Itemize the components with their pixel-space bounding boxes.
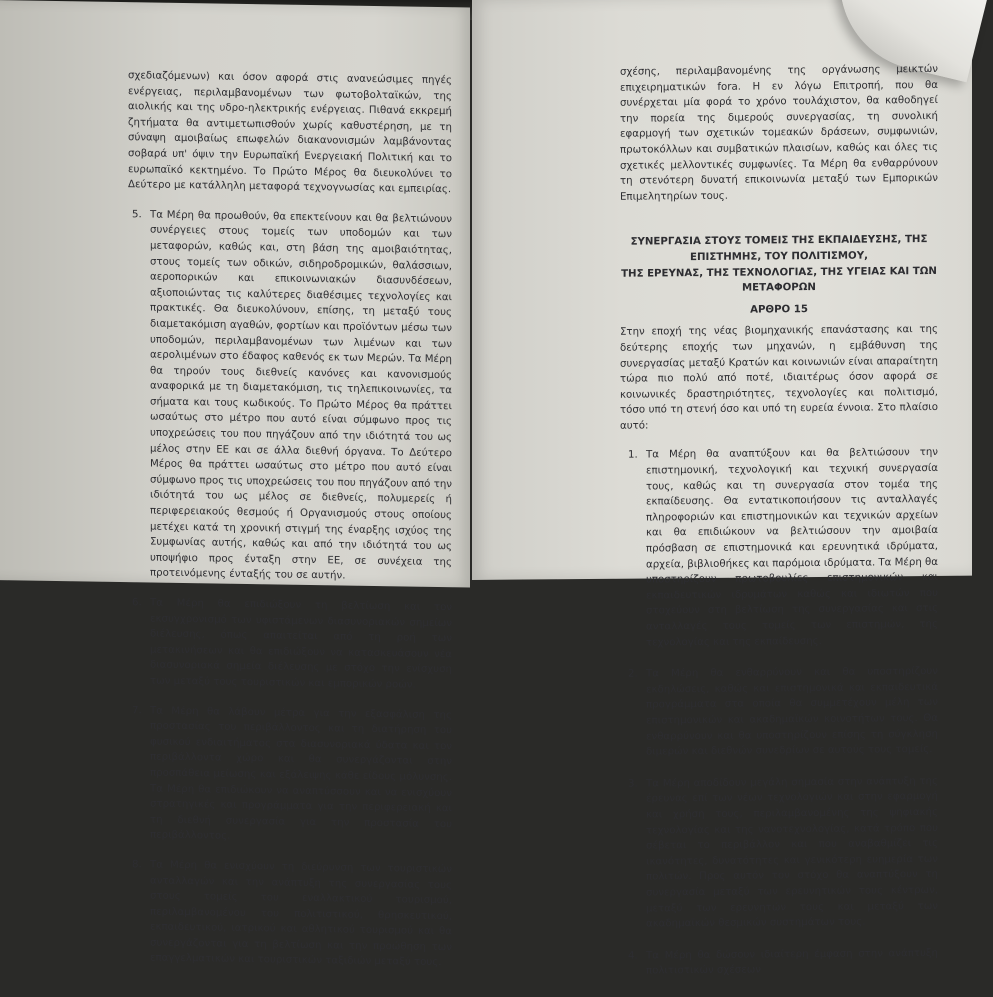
left-list-item-6 [132,595,452,694]
item-number: 3. [628,778,638,790]
item-number: 1. [628,450,638,462]
item-number: 5. [132,208,142,221]
item-number: 7. [132,704,142,716]
left-list-item-5 [132,207,452,586]
section-heading-line-2: ΤΗΣ ΕΡΕΥΝΑΣ, ΤΗΣ ΤΕΧΝΟΛΟΓΙΑΣ, ΤΗΣ ΥΓΕΙΑΣ ΚΑΙ ΤΩΝ ΜΕΤΑΦΟΡΩΝ [621,265,937,294]
item-number: 4. [628,950,638,962]
item-text: Τα Μέρη θα προωθούν, θα επεκτείνουν και θα βελτιώνουν συνέργειες στους τομείς των υποδομών και των μεταφορών, καθώς και, στη βάση της αμοιβαιότητας, στους τομείς των οδικών, σιδηροδρομικών, θαλάσσιων, αεροπορικών και επικοινωνιακών διασυνδέσεων, αξιοποιώντας τις καλύτερες διαθέσιμες τεχνολογίες και πρακτικές. Θα διευκολύνουν, επίσης, τη μεταξύ τους διαμετακόμιση αγαθών, φορτίων και προϊόντων μέσω των υποδομών, περιλαμβανομένων των λιμένων και των αερολιμένων στο έδαφος καθενός εκ των Μερών. Τα Μέρη θα τηρούν τους διεθνείς κανόνες και κανονισμούς αναφορικά με τη διαμετακόμιση, τις τηλεπικοινωνίες, τα σήματα και τους κωδικούς. Το Πρώτο Μέρος θα πράττει ωσαύτως στο μέτρο που αυτό είναι σύμφωνο προς τις υποχρεώσεις του που πηγάζουν από την ιδιότητά του ως μέλος στην ΕΕ και σε άλλα διεθνή όργανα. Το Δεύτερο Μέρος θα πράττει ωσαύτως στο μέτρο που αυτό είναι σύμφωνο προς τις υποχρεώσεις του που πηγάζουν από την ιδιότητά του ως μέλος σε διεθνείς, πολυμερείς ή περιφερειακούς θεσμούς ή Οργανισμούς στους οποίους μετέχει κατά τη χρονική στιγμή της έναρξης ισχύος της Συμφωνίας αυτής, καθώς και από την ιδιότητά του ως υποψήφιο προς ένταξη στην ΕΕ, σε συνέχεια της προτεινόμενης ένταξής του σε αυτήν. [150,209,452,582]
article-intro-paragraph: Στην εποχή της νέας βιομηχανικής επανάστασης και της δεύτερης εποχής των μηχανών, η εμβάθυνση της συνεργασίας μεταξύ Κρατών και κοινωνιών είναι απαραίτητη τώρα πιο πολύ από ποτέ, ιδιαιτέρως όσον αφορά σε κοινωνικές δραστηριότητες, τεχνολογίες και πολιτισμό, τόσο υπό τη στενή όσο και υπό τη ευρεία έννοια. Στο πλαίσιο αυτό: [620,324,938,432]
right-list-item-4 [620,946,938,980]
item-text: Τα Μέρη θα ενθαρρύνουν και θα υποστηρίζουν εκδηλώσεις, καθώς και επιστημονικά και εκπαιδευτικά προγράμματα στα οποία θα συμμετέχουν μέλη των επιστημονικών και ακαδημαϊκών κοινοτήτων τους. Θα ενθαρρύνουν και θα υποστηρίζουν επίσης τη σύγκληση διμερών και διεθνών συνεδρίων σε αυτούς τους τομείς. [646,666,938,758]
right-list-item-2 [620,664,938,760]
item-text: Τα Μέρη θα αναπτύξουν και θα βελτιώσουν την επιστημονική, τεχνολογική και τεχνική συνεργασία τους, καθώς και τη συνεργασία στον τομέα της εκπαίδευσης. Θα εντατικοποιήσουν τις ανταλλαγές πληροφοριών και επιστημονικών και τεχνικών αρχείων και θα επιδιώκουν να βελτιώσουν την αμοιβαία πρόσβαση σε επιστημονικά και ερευνητικά ιδρύματα, αρχεία, βιβλιοθήκες και παρόμοια ιδρύματα. Τα Μέρη θα υποστηρίζουν πρωτοβουλίες επιστημονικών και εκπαιδευτικών ιδρυμάτων καθώς και ιδιωτών που στοχεύουν στη βελτίωση της συνεργασίας και στις ανταλλαγές τους τομείς των επιστημών, της τεχνολογίας και της εκπαίδευσης. [646,447,939,649]
item-text: Τα Μέρη θα δώσουν ιδιαίτερη έμφαση στην ανάπτυξη πολιτιστικών σχέσεων [646,947,938,977]
left-list-item-7 [132,703,452,848]
section-heading-line-1: ΣΥΝΕΡΓΑΣΙΑ ΣΤΟΥΣ ΤΟΜΕΙΣ ΤΗΣ ΕΚΠΑΙΔΕΥΣΗΣ, ΤΗΣ ΕΠΙΣΤΗΜΗΣ, ΤΟΥ ΠΟΛΙΤΙΣΜΟΥ, [630,234,928,264]
left-page [0,0,470,969]
article-title: ΑΡΘΡΟ 15 [750,303,808,316]
right-list-item-1 [620,445,938,650]
left-list-item-8 [132,857,452,971]
right-continuation-paragraph: σχέσης, περιλαμβανομένης της οργάνωσης μεικτών επιχειρηματικών fora. Η εν λόγω Επιτροπή, που θα συνέρχεται μία φορά το χρόνο τουλάχιστον, θα καθοδηγεί την πορεία της διμερούς συνεργασίας, τη συνολική εφαρμογή των σχετικών τομεακών δράσεων, συμφωνιών, πρωτοκόλλων και συμβατικών πλαισίων, καθώς και όλες τις σχετικές μελλοντικές συμφωνίες. Τα Μέρη θα ενθαρρύνουν τη στενότερη δυνατή επικοινωνία μεταξύ των Εμπορικών Επιμελητηρίων τους. [620,63,938,203]
left-page-body [128,68,452,985]
item-text: Τα Μέρη θα ενισχύουν τη διεύρυνση των τουριστικών ανταλλαγών και την ανάπτυξη της συνεργασίας τους στους τομείς του εναλλακτικού τουρισμού, περιλαμβανομένου του πολιτιστικού, θρησκευτικού, εκπαιδευτικού, ιατρικού και αθλητικού τουρισμού και θα συνεργάζονται για τη βελτίωση και την προώθηση των επαγγελματικών και τουριστικών ταξιδιών μεταξύ τους. [150,859,452,969]
right-page-body [620,62,938,996]
item-number: 2. [628,668,638,680]
item-number: 6. [132,597,142,609]
item-text: Τα Μέρη θα λάβουν μέτρα για την εξασφάλιση της προστασίας του περιβάλλοντος και τη διατήρηση του φυσικού ενδιαιτήματος στα διασυνοριακά ύδατα και τον περιβάλλοντα χώρο και θα συνεργάζονται στην προσπάθεια μείωσης και εξάλειψης κάθε είδους μόλυνσης. Τα Μέρη θα επιδιώκουν να αναπτύσσουν και να ενισχύουν στρατηγικές και προγράμματα για την περιφερειακή και τη διεθνή συνεργασία για την προστασία του περιβάλλοντος. [150,705,452,843]
item-text: Τα Μέρη θα επιδιώξουν τη βελτίωση και τον εκσυγχρονισμό των υφιστάμενων διασυνοριακών σημείων διέλευσης, όπως απαιτείται από τη ροή των μετακινήσεων και θα επιδιώξουν να κατασκευάσουν νέα διασυνοριακά σημεία διέλευσης με στόχο την ενίσχυση των μεταξύ τους τουριστικών και εμπορικών ροών. [150,597,452,691]
right-page [472,0,972,977]
item-text: Τα Μέρη αποδίδουν μεγάλη σημασία στην ανάπτυξη της έρευνας επί των νέων τεχνολογιών και στην εφαρμογή και χρήση τους, περιλαμβανομένης της ψηφιακής τεχνολογίας και της νανοτεχνολογίας, κατά τρόπο που σέβεται το περιβάλλον και που αναβαθμίζει τις ικανότητες, δυνατότητες και γενικότερη ευημερία των πολιτών. Προς αυτόν τον στόχο θα αναπτύξουν τη συνεργασία μεταξύ των ερευνητικών τους κέντρων, μεταξύ των ερευνητών τους και μεταξύ των ακαδημαϊκών θεσμικών συστημάτων τους. [646,775,938,930]
right-list-item-3 [620,774,938,933]
item-number: 8. [132,859,142,871]
left-continuation-paragraph: σχεδιαζόμενων) και όσον αφορά στις ανανεώσιμες πηγές ενέργειας, περιλαμβανομένων των φωτοβολταϊκών, της αιολικής και της υδρο-ηλεκτρικής ενέργειας. Πιθανά εκκρεμή ζητήματα θα αντιμετωπισθούν χωρίς καθυστέρηση, με τη σύναψη αμοιβαίως επωφελών διακανονισμών λαμβάνοντας σοβαρά υπ' όψιν την Ευρωπαϊκή Ενεργειακή Πολιτική και το ευρωπαϊκό κεκτημένο. Το Πρώτο Μέρος θα διευκολύνει το Δεύτερο με κατάλληλη μεταφορά τεχνογνωσίας και εμπειρίας. [128,70,452,196]
